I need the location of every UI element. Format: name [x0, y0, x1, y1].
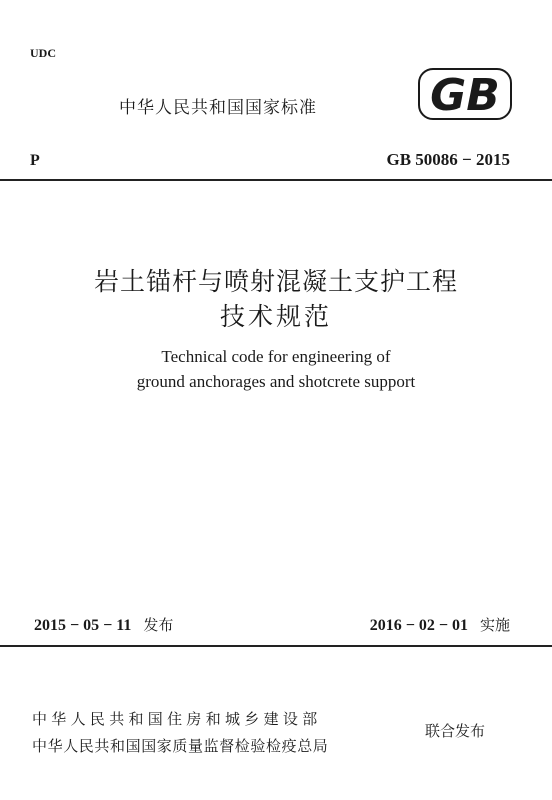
- joint-issue-label: 联合发布: [425, 722, 486, 740]
- title-english-line2: ground anchorages and shotcrete support: [136, 372, 416, 391]
- issuer-ministry: 中华人民共和国住房和城乡建设部: [32, 710, 322, 728]
- implementation-date: 2016 − 02 − 01: [369, 617, 468, 634]
- title-chinese-line1: 岩土锚杆与喷射混凝土支护工程: [93, 267, 458, 296]
- bottom-divider: [0, 645, 552, 647]
- gb-logo: [418, 68, 512, 120]
- udc-label: UDC: [30, 46, 56, 60]
- issuer-aqsiq: 中华人民共和国国家质量监督检验检疫总局: [32, 737, 329, 755]
- implementation-label: 实施: [479, 616, 510, 634]
- top-divider: [0, 179, 552, 181]
- implementation-date-block: [370, 614, 510, 635]
- issue-date-block: [34, 614, 173, 635]
- standard-number: GB 50086 − 2015: [386, 150, 510, 169]
- national-standard-heading: 中华人民共和国国家标准: [119, 98, 317, 118]
- category-code: P: [30, 152, 40, 169]
- title-chinese-line2: 技术规范: [219, 302, 332, 331]
- title-english-line1: Technical code for engineering of: [161, 347, 391, 366]
- issue-label: 发布: [143, 616, 174, 634]
- issue-date: 2015 − 05 − 11: [34, 617, 132, 634]
- gb-logo-graphic: [418, 68, 512, 120]
- svg-text:GB: GB: [430, 70, 500, 120]
